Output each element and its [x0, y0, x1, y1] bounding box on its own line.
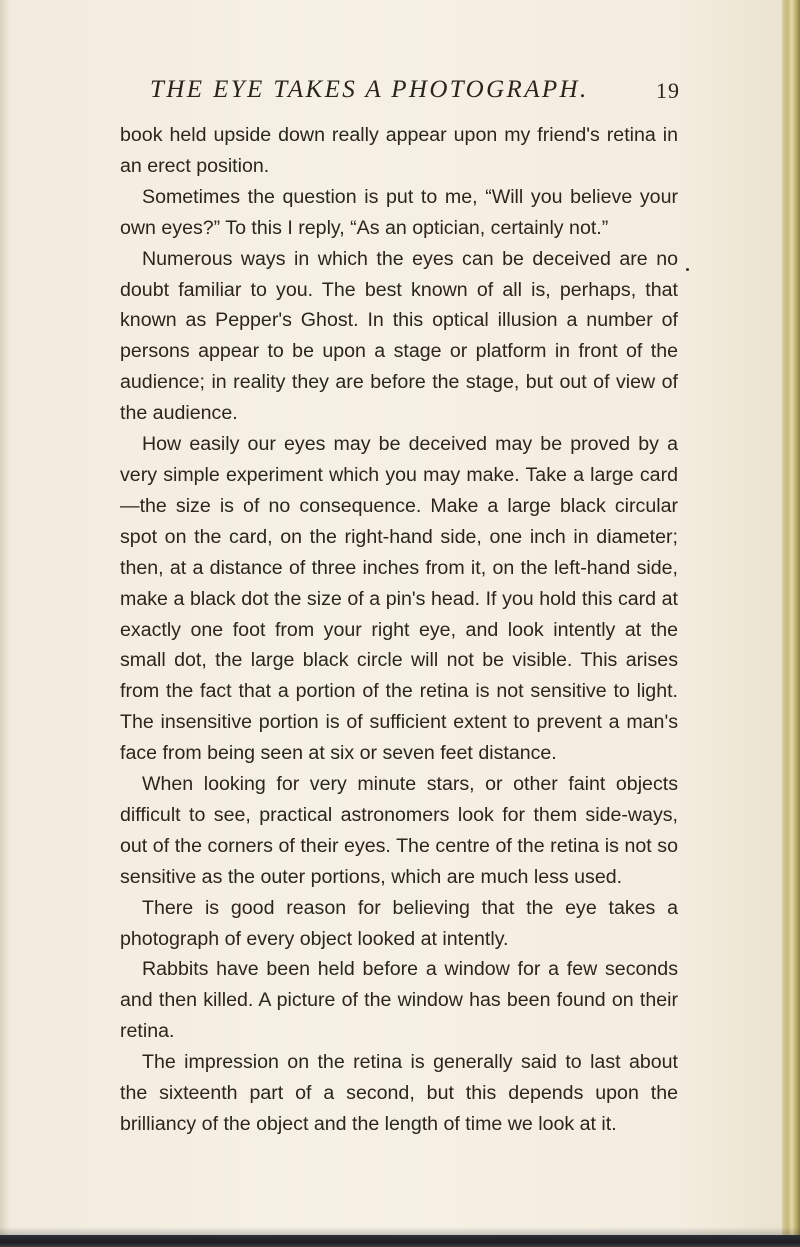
- page-edge-right: [782, 0, 800, 1247]
- page-bottom-shadow: [0, 1227, 800, 1235]
- page-header: [150, 76, 680, 110]
- paragraph: When looking for very minute stars, or other faint objects difficult to see, practical astronomers look for them side-ways, out of the corners of their eyes. The centre of the retina is not so sensitive as the outer portions, which are much less used.: [120, 773, 678, 888]
- page-number: 19: [656, 78, 680, 103]
- paragraph: Numerous ways in which the eyes can be deceived are no doubt familiar to you. The best known of all is, perhaps, that known as Pepper's Ghost. In this optical illusion a number of persons appear to be upon a stage or platform in front of the audience; in reality they are before the stage, but out of view of the audience.: [120, 247, 678, 425]
- paragraph: How easily our eyes may be deceived may be proved by a very simple experiment which you may make. Take a large card—the size is of no consequence. Make a large black circular spot on the card, on the right-hand side, one inch in diameter; then, at a distance of three inches from it, on the left-hand side, make a black dot the size of a pin's head. If you hold this card at exactly one foot from your right eye, and look intently at the small dot, the large black circle will not be visible. This arises from the fact that a portion of the retina is not sensitive to light. The insensitive portion is of sufficient extent to prevent a man's face from being seen at six or seven feet distance.: [120, 433, 678, 765]
- paragraph: Rabbits have been held before a window for a few seconds and then killed. A picture of the window has been found on their retina.: [120, 958, 678, 1043]
- body-text: [120, 120, 678, 1140]
- margin-dot: [686, 268, 689, 271]
- page-edge-bottom: [0, 1235, 800, 1247]
- paragraph: Sometimes the question is put to me, “Will you believe your own eyes?” To this I reply, “As an optician, certainly not.”: [120, 185, 678, 239]
- running-title: THE EYE TAKES A PHOTOGRAPH.: [150, 76, 589, 103]
- paragraph: The impression on the retina is generally said to last about the sixteenth part of a second, but this depends upon the brilliancy of the object and the length of time we look at it.: [120, 1051, 678, 1135]
- page-gutter-shadow: [0, 0, 10, 1247]
- paragraph: There is good reason for believing that the eye takes a photograph of every object looked at intently.: [120, 896, 678, 950]
- paragraph: book held upside down really appear upon my friend's retina in an erect position.: [120, 124, 678, 177]
